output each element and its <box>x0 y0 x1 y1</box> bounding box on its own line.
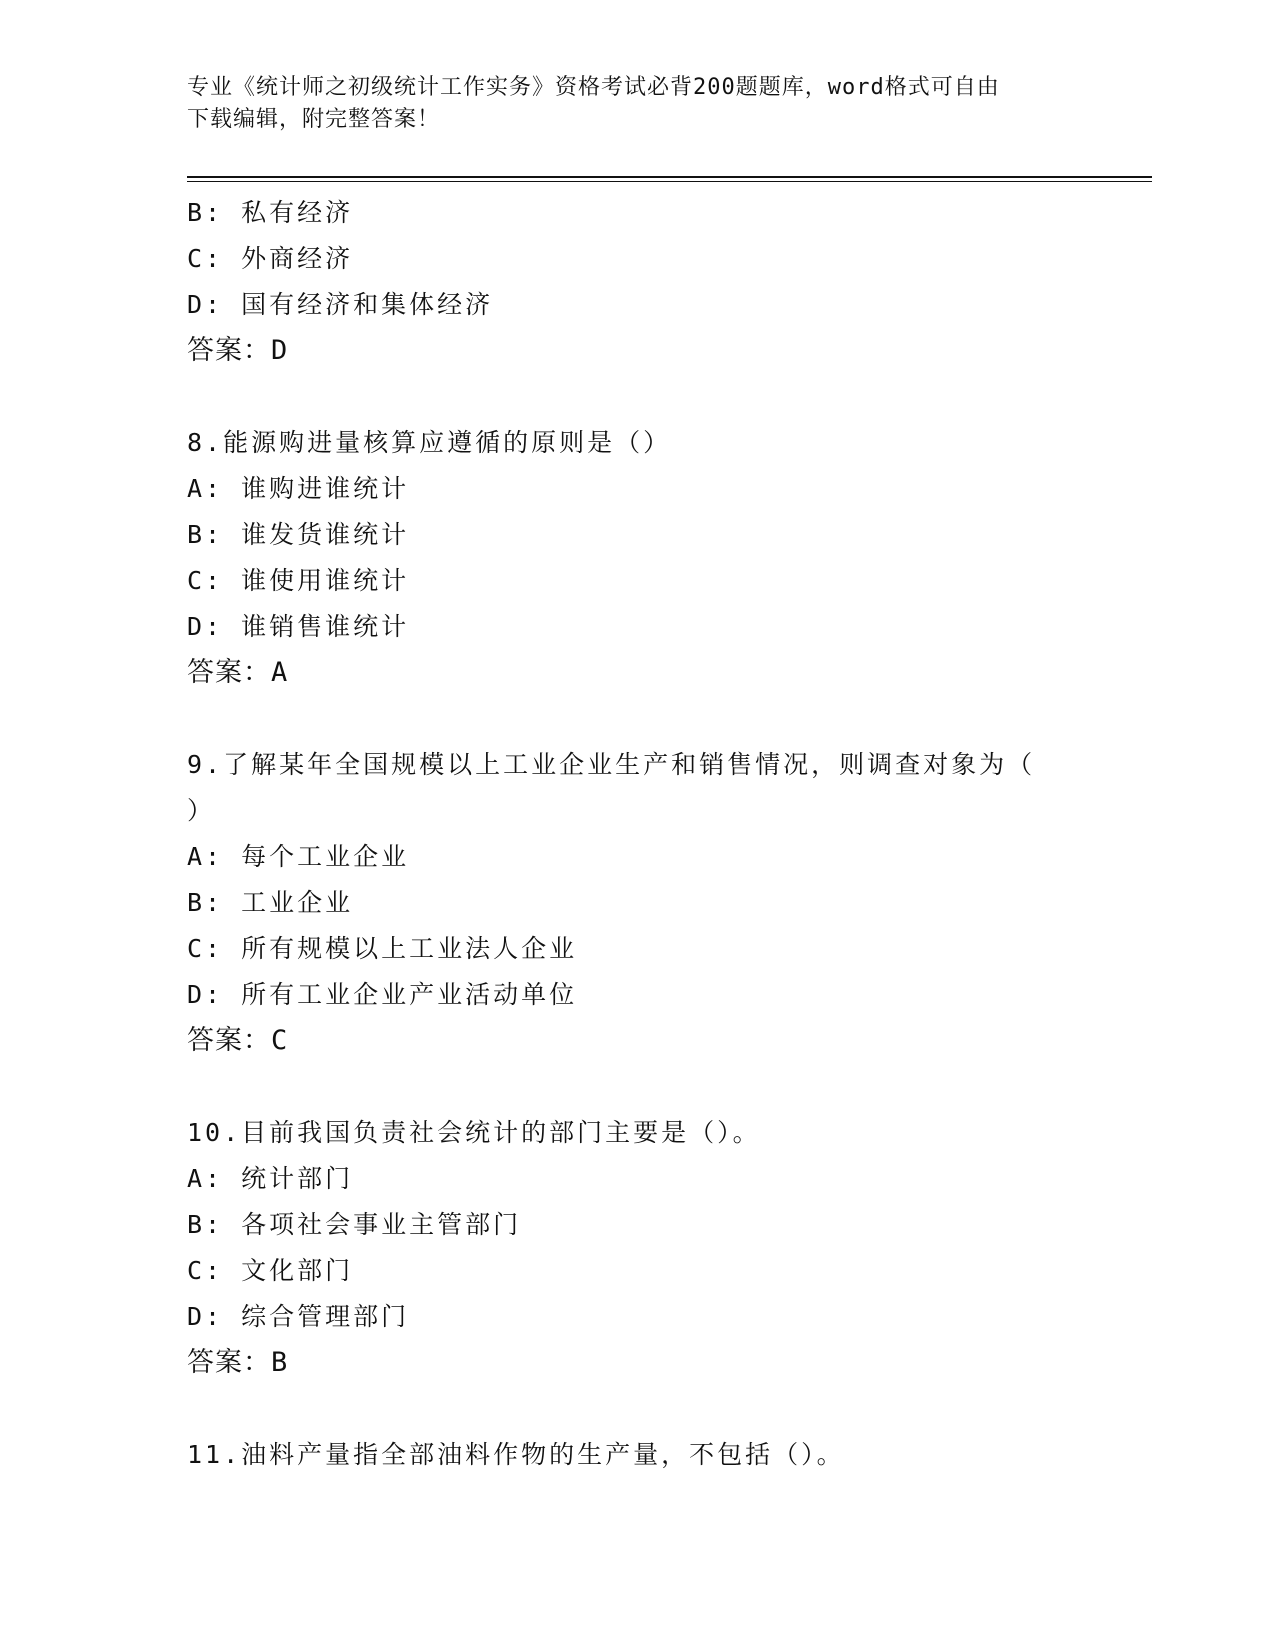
question-10-stem: 10.目前我国负责社会统计的部门主要是（）。 <box>187 1118 761 1147</box>
q8-option-a: A: 谁购进谁统计 <box>187 474 410 503</box>
option-b: B: 私有经济 <box>187 198 354 227</box>
q10-option-a: A: 统计部门 <box>187 1164 354 1193</box>
answer-q10: 答案：B <box>187 1347 289 1378</box>
spacer <box>187 374 1067 420</box>
header-divider-thick <box>187 176 1152 178</box>
spacer <box>187 1386 1067 1432</box>
q10-option-d: D: 综合管理部门 <box>187 1302 410 1331</box>
q9-option-b: B: 工业企业 <box>187 888 354 917</box>
answer-q8: 答案：A <box>187 657 289 688</box>
q10-option-c: C: 文化部门 <box>187 1256 354 1285</box>
header-divider-thin <box>187 181 1152 182</box>
question-9-stem-line-1: 9.了解某年全国规模以上工业企业生产和销售情况，则调查对象为（ <box>187 750 1036 779</box>
q8-option-d: D: 谁销售谁统计 <box>187 612 410 641</box>
q8-option-b: B: 谁发货谁统计 <box>187 520 410 549</box>
question-8-stem: 8.能源购进量核算应遵循的原则是（） <box>187 428 672 457</box>
q9-option-d: D: 所有工业企业产业活动单位 <box>187 980 578 1009</box>
document-header <box>187 72 1067 136</box>
header-line-1: 专业《统计师之初级统计工作实务》资格考试必背200题题库，word格式可自由 <box>187 75 1000 100</box>
question-11-stem: 11.油料产量指全部油料作物的生产量，不包括（）。 <box>187 1440 845 1469</box>
question-9-stem-line-2: ） <box>187 796 216 825</box>
spacer <box>187 696 1067 742</box>
option-d: D: 国有经济和集体经济 <box>187 290 494 319</box>
header-line-2: 下载编辑，附完整答案！ <box>187 107 441 132</box>
q9-option-c: C: 所有规模以上工业法人企业 <box>187 934 578 963</box>
answer-q9: 答案：C <box>187 1025 289 1056</box>
q9-option-a: A: 每个工业企业 <box>187 842 410 871</box>
option-c: C: 外商经济 <box>187 244 354 273</box>
q8-option-c: C: 谁使用谁统计 <box>187 566 410 595</box>
spacer <box>187 1064 1067 1110</box>
question-content <box>187 190 1067 1478</box>
q10-option-b: B: 各项社会事业主管部门 <box>187 1210 522 1239</box>
answer-q7: 答案：D <box>187 335 289 366</box>
